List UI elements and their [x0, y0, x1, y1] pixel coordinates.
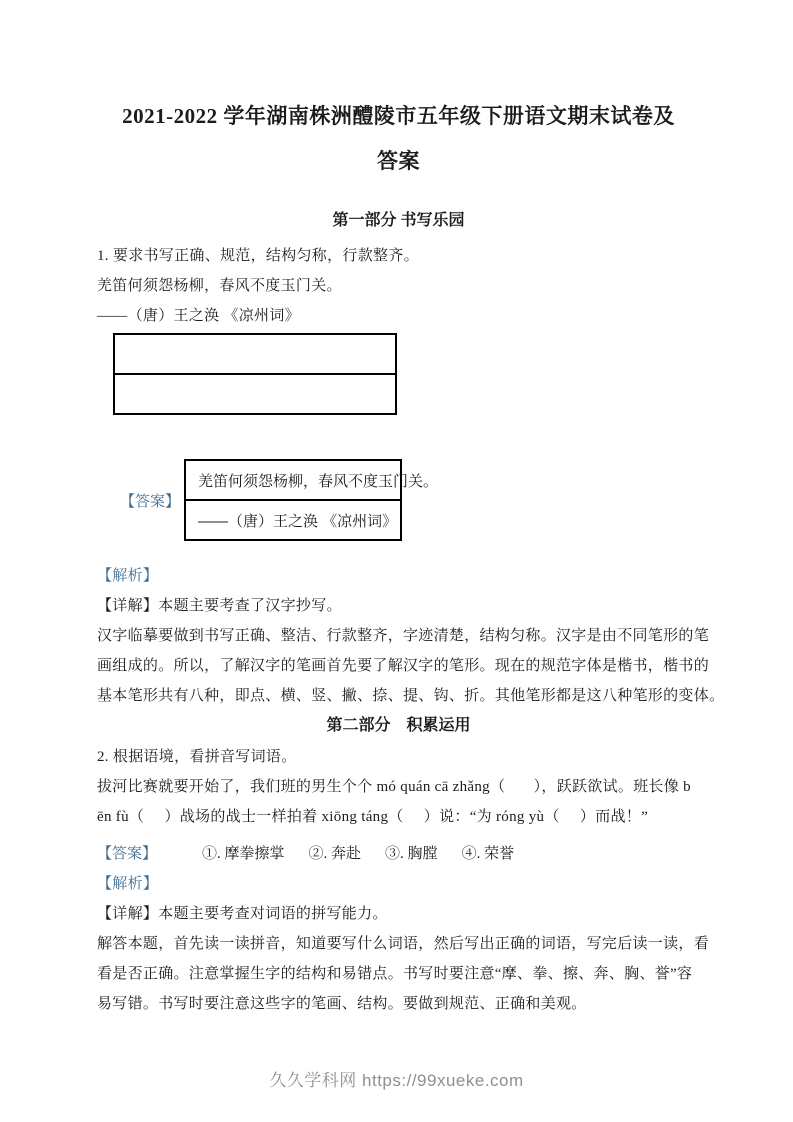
writing-grid-row: [115, 373, 395, 413]
pinyin-paragraph-line1: 拔河比赛就要开始了，我们班的男生个个 mó quán cā zhǎng（ ），跃跃欲试。班长像 b: [97, 779, 691, 795]
analysis1-label: 【解析】: [97, 568, 159, 584]
explanation2-line1: 解答本题，首先读一读拼音，知道要写什么词语，然后写出正确的词语，写完后读一读，看: [97, 936, 710, 952]
section1-heading: 第一部分 书写乐园: [332, 212, 465, 229]
pinyin-paragraph-line2: ēn fù（ ）战场的战士一样拍着 xiōng táng（ ）说：“为 róng yù（ ）而战！”: [97, 809, 649, 825]
answer2-item-3: ③. 胸膛: [385, 846, 438, 862]
answer1-box-line1: 羌笛何须怨杨柳，春风不度玉门关。: [198, 472, 439, 490]
poem-line: 羌笛何须怨杨柳，春风不度玉门关。: [97, 278, 342, 294]
answer1-label: 【答案】: [120, 493, 181, 510]
footer-watermark: 久久学科网 https://99xueke.com: [269, 1071, 524, 1090]
writing-grid: [113, 333, 397, 415]
section2-heading: 第二部分 积累运用: [326, 717, 471, 734]
answer2-item-4: ④. 荣誉: [461, 846, 515, 862]
page-title-line2: 答案: [377, 149, 420, 173]
page-title-line1: 2021-2022 学年湖南株洲醴陵市五年级下册语文期末试卷及: [122, 104, 675, 128]
explanation2-line3: 易写错。书写时要注意这些字的笔画、结构。要做到规范、正确和美观。: [97, 996, 587, 1012]
question2-text: 2. 根据语境，看拼音写词语。: [97, 749, 297, 765]
question1-text: 1. 要求书写正确、规范，结构匀称，行款整齐。: [97, 248, 419, 264]
explanation1-line1: 汉字临摹要做到书写正确、整洁、行款整齐，字迹清楚，结构匀称。汉字是由不同笔形的笔: [97, 628, 710, 644]
explanation1-line3: 基本笔形共有八种，即点、横、竖、撇、捺、提、钩、折。其他笔形都是这八种笔形的变体。: [97, 688, 725, 704]
explanation2-line2: 看是否正确。注意掌握生字的结构和易错点。书写时要注意“摩、拳、擦、奔、胸、誉”容: [97, 966, 693, 982]
poem-attribution: ——（唐）王之涣 《凉州词》: [97, 308, 300, 324]
answer1-row: [97, 459, 700, 541]
answer2-item-2: ②. 奔赴: [308, 846, 362, 862]
answer1-image-box: [184, 459, 439, 541]
answer2-item-1: ①. 摩拳擦掌: [202, 846, 285, 862]
explanation1-line2: 画组成的。所以，了解汉字的笔画首先要了解汉字的笔形。现在的规范字体是楷书，楷书的: [97, 658, 710, 674]
document-content: [0, 94, 793, 1019]
detail1-paragraph: 【详解】本题主要考查了汉字抄写。: [97, 598, 342, 614]
answer2-row: [97, 839, 700, 869]
answer2-label: 【答案】: [97, 846, 158, 862]
answer1-box-line2: ——（唐）王之涣 《凉州词》: [186, 499, 400, 539]
analysis2-label: 【解析】: [97, 876, 159, 892]
page-title: [97, 94, 700, 184]
writing-grid-row: [115, 335, 395, 373]
detail2-paragraph: 【详解】本题主要考查对词语的拼写能力。: [97, 906, 388, 922]
